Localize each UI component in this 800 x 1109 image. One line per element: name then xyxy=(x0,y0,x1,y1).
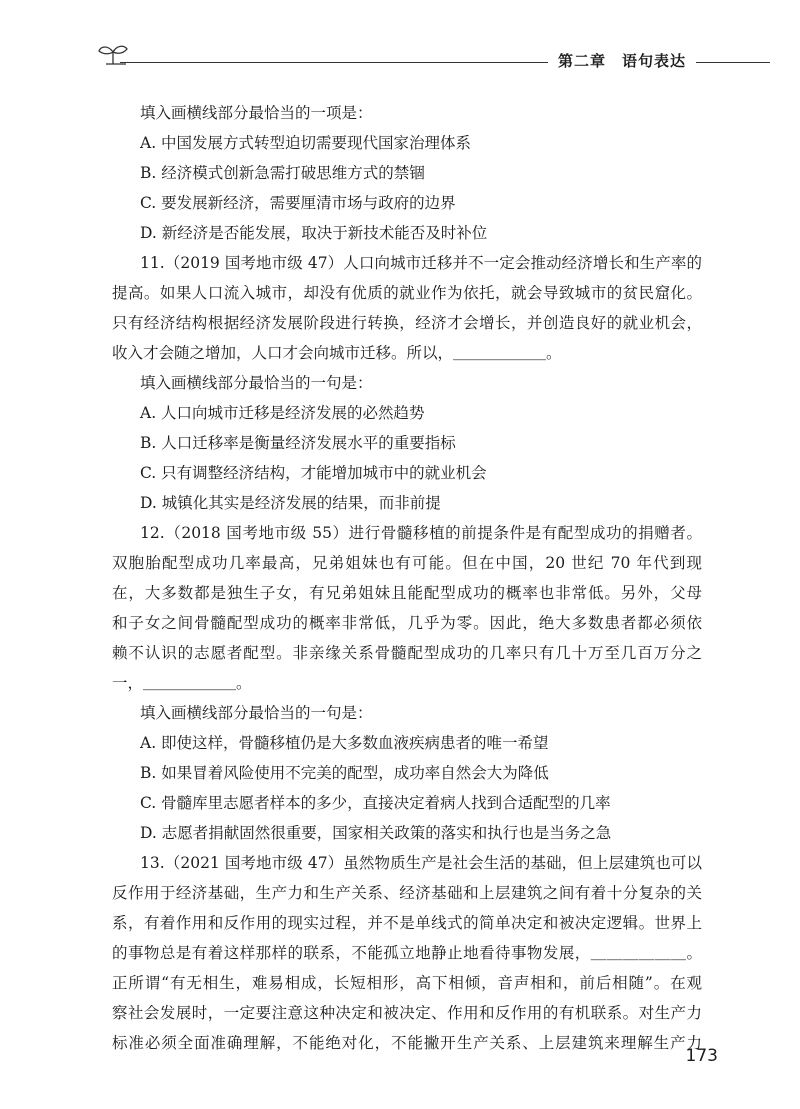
option-d: D. 新经济是否能发展，取决于新技术能否及时补位 xyxy=(140,224,488,242)
question-13-text: 反作用于经济基础，生产力和生产关系、经济基础和上层建筑之间有着十分复杂的关 xyxy=(112,884,702,902)
option-c: C. 要发展新经济，需要厘清市场与政府的边界 xyxy=(140,194,456,212)
question-prompt: 填入画横线部分最恰当的一句是： xyxy=(140,704,373,722)
question-prompt: 填入画横线部分最恰当的一项是： xyxy=(140,104,373,122)
question-12-stem: 12.（2018 国考地市级 55）进行骨髓移植的前提条件是有配型成功的捐赠者。 xyxy=(140,524,702,542)
question-12-text: 赖不认识的志愿者配型。非亲缘关系骨髓配型成功的几率只有几十万至几百万分之 xyxy=(112,644,702,662)
question-11-text: 提高。如果人口流入城市，却没有优质的就业作为依托，就会导致城市的贫民窟化。 xyxy=(112,284,702,302)
question-11-stem: 11.（2019 国考地市级 47）人口向城市迁移并不一定会推动经济增长和生产率的 xyxy=(140,254,702,272)
option-b: B. 如果冒着风险使用不完美的配型，成功率自然会大为降低 xyxy=(140,764,549,782)
running-header xyxy=(96,40,770,76)
option-c: C. 只有调整经济结构，才能增加城市中的就业机会 xyxy=(140,464,487,482)
option-b: B. 人口迁移率是衡量经济发展水平的重要指标 xyxy=(140,434,456,452)
option-c: C. 骨髓库里志愿者样本的多少，直接决定着病人找到合适配型的几率 xyxy=(140,794,611,812)
question-12-text: 一，＿＿＿＿＿＿。 xyxy=(112,674,252,692)
option-a: A. 即使这样，骨髓移植仍是大多数血液疾病患者的唯一希望 xyxy=(140,734,549,752)
option-b: B. 经济模式创新急需打破思维方式的禁锢 xyxy=(140,164,425,182)
question-13-stem: 13.（2021 国考地市级 47）虽然物质生产是社会生活的基础，但上层建筑也可以 xyxy=(140,854,702,872)
question-12-text: 双胞胎配型成功几率最高，兄弟姐妹也有可能。但在中国，20 世纪 70 年代到现 xyxy=(112,554,702,572)
option-a: A. 人口向城市迁移是经济发展的必然趋势 xyxy=(140,404,425,422)
question-11-text: 收入才会随之增加，人口才会向城市迁移。所以，＿＿＿＿＿＿。 xyxy=(112,344,562,362)
question-13-text: 察社会发展时，一定要注意这种决定和被决定、作用和反作用的有机联系。对生产力 xyxy=(112,1004,702,1022)
question-13-text: 的事物总是有着这样那样的联系，不能孤立地静止地看待事物发展，＿＿＿＿＿＿。 xyxy=(112,944,702,962)
question-13-text: 系，有着作用和反作用的现实过程，并不是单线式的简单决定和被决定逻辑。世界上 xyxy=(112,914,702,932)
question-13-text: 标准必须全面准确理解，不能绝对化，不能撇开生产关系、上层建筑来理解生产力 xyxy=(112,1034,702,1052)
question-13-text: 正所谓“有无相生，难易相成，长短相形，高下相倾，音声相和，前后相随”。在观 xyxy=(112,974,702,992)
header-rule-right xyxy=(696,62,770,63)
option-d: D. 志愿者捐献固然很重要，国家相关政策的落实和执行也是当务之急 xyxy=(140,824,612,842)
question-11-text: 只有经济结构根据经济发展阶段进行转换，经济才会增长，并创造良好的就业机会， xyxy=(112,314,702,332)
chapter-title: 第二章 语句表达 xyxy=(558,52,687,70)
option-d: D. 城镇化其实是经济发展的结果，而非前提 xyxy=(140,494,441,512)
page-body xyxy=(112,98,702,1058)
question-prompt: 填入画横线部分最恰当的一句是： xyxy=(140,374,373,392)
page-number: 173 xyxy=(685,1046,718,1066)
option-a: A. 中国发展方式转型迫切需要现代国家治理体系 xyxy=(140,134,472,152)
question-12-text: 在，大多数都是独生子女，有兄弟姐妹且能配型成功的概率也非常低。另外，父母 xyxy=(112,584,702,602)
question-12-text: 和子女之间骨髓配型成功的概率非常低，几乎为零。因此，绝大多数患者都必须依 xyxy=(112,614,702,632)
header-rule-left xyxy=(120,62,548,63)
